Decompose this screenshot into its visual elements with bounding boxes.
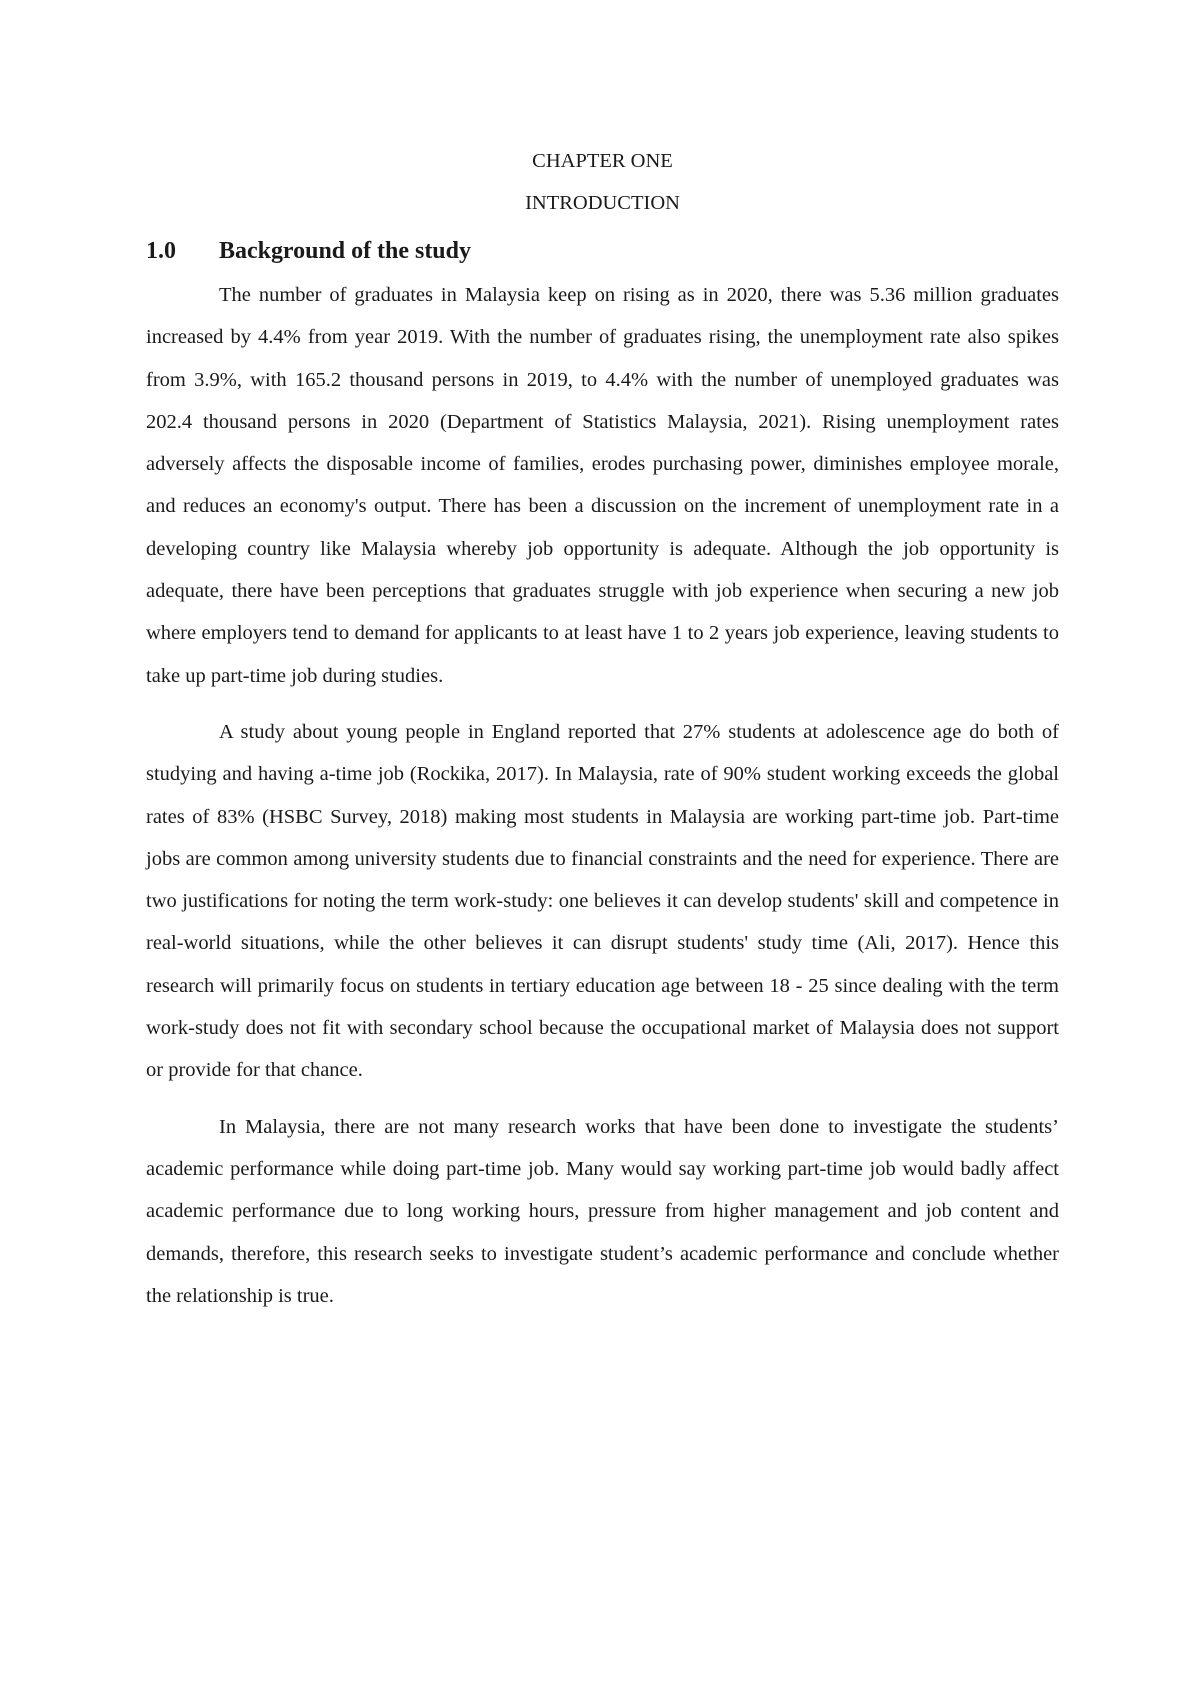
chapter-subtitle: INTRODUCTION: [525, 192, 680, 214]
page-content: [146, 140, 1059, 1331]
section-title: Background of the study: [219, 238, 471, 264]
paragraph-2: A study about young people in England reported that 27% students at adolescence age do both of studying and having a-time job (Rockika, 2017). In Malaysia, rate of 90% student working exceeds the global rates of 83% (HSBC Survey, 2018) making most students in Malaysia are working part-time job. Part-time jobs are common among university students due to financial constraints and the need for experience. There are two justifications for noting the term work-study: one believes it can develop students' skill and competence in real-world situations, while the other believes it can disrupt students' study time (Ali, 2017). Hence this research will primarily focus on students in tertiary education age between 18 - 25 since dealing with the term work-study does not fit with secondary school because the occupational market of Malaysia does not support or provide for that chance.: [146, 720, 1059, 1082]
paragraph-3: In Malaysia, there are not many research works that have been done to investigate the students’ academic performance while doing part-time job. Many would say working part-time job would badly affect academic performance due to long working hours, pressure from higher management and job content and demands, therefore, this research seeks to investigate student’s academic performance and conclude whether the relationship is true.: [146, 1115, 1059, 1307]
chapter-title: CHAPTER ONE: [532, 150, 673, 172]
section-number: 1.0: [146, 238, 176, 264]
paragraph-1: The number of graduates in Malaysia keep on rising as in 2020, there was 5.36 million graduates increased by 4.4% from year 2019. With the number of graduates rising, the unemployment rate also spikes from 3.9%, with 165.2 thousand persons in 2019, to 4.4% with the number of unemployed graduates was 202.4 thousand persons in 2020 (Department of Statistics Malaysia, 2021). Rising unemployment rates adversely affects the disposable income of families, erodes purchasing power, diminishes employee morale, and reduces an economy's output. There has been a discussion on the increment of unemployment rate in a developing country like Malaysia whereby job opportunity is adequate. Although the job opportunity is adequate, there have been perceptions that graduates struggle with job experience when securing a new job where employers tend to demand for applicants to at least have 1 to 2 years job experience, leaving students to take up part-time job during studies.: [146, 284, 1059, 687]
section-heading: [146, 228, 1059, 274]
